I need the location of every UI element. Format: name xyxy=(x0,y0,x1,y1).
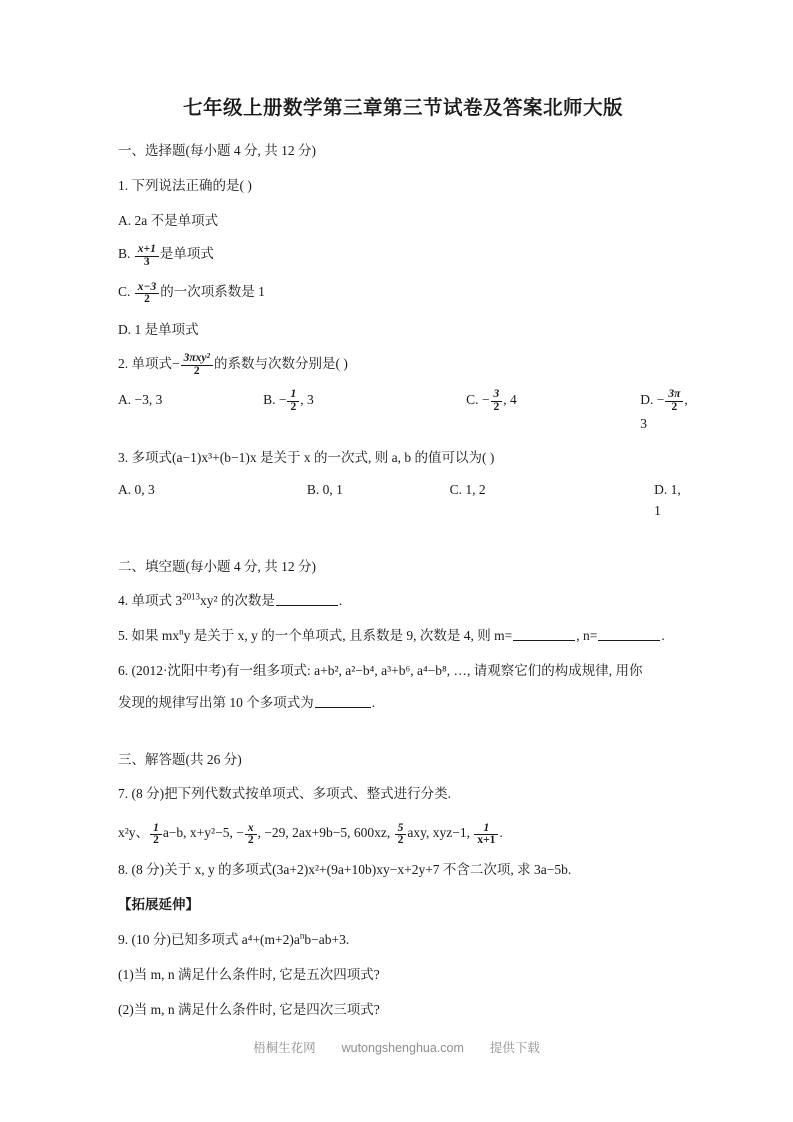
expr-part-3: , −29, 2ax+9b−5, 600xz, xyxy=(257,825,394,841)
fraction-denominator: 2 xyxy=(153,834,159,847)
question-3-option-d: D. 1, 1 xyxy=(654,482,681,519)
expr-part-2: a−b, x+y²−5, − xyxy=(162,825,244,841)
question-3-option-a: A. 0, 3 xyxy=(118,482,155,498)
option-b-suffix: , 3 xyxy=(300,391,314,407)
question-6-line-1: 6. (2012·沈阳中考)有一组多项式: a+b², a²−b⁴, a³+b⁶, a⁴−b⁸, …, 请观察它们的构成规律, 用你 xyxy=(118,663,643,679)
expr-part-4: axy, xyz−1, xyxy=(407,825,474,841)
answer-blank-q4[interactable] xyxy=(276,592,338,606)
option-d-prefix: D. − xyxy=(640,391,665,407)
section-heading-fill-in-blank: 二、填空题(每小题 4 分, 共 12 分) xyxy=(118,558,316,574)
fraction-denominator: 2 xyxy=(193,365,200,378)
exponent-n: n xyxy=(299,930,305,941)
option-b-prefix: B. − xyxy=(263,391,287,407)
fraction-numerator: 1 xyxy=(150,823,162,836)
answer-blank-q6[interactable] xyxy=(315,694,371,708)
fraction-1-over-2 xyxy=(287,389,299,413)
footer-download-label[interactable]: 提供下载 xyxy=(489,1041,540,1055)
question-1-option-a: A. 2a 不是单项式 xyxy=(118,212,219,228)
question-1-option-b xyxy=(118,244,688,269)
question-5-suffix: . xyxy=(661,628,665,644)
fraction-numerator: 3 xyxy=(491,389,503,402)
option-c-suffix: , 4 xyxy=(503,391,517,407)
fraction-denominator: 2 xyxy=(493,400,500,413)
question-2-option-d xyxy=(640,390,688,436)
answer-blank-q5-n[interactable] xyxy=(598,627,660,641)
fraction-1-over-x-plus-1 xyxy=(474,823,498,847)
question-1-option-d: D. 1 是单项式 xyxy=(118,321,199,337)
answer-blank-q5-m[interactable] xyxy=(513,627,575,641)
question-2-stem xyxy=(118,354,688,379)
document-content xyxy=(118,96,688,1034)
question-3-option-c: C. 1, 2 xyxy=(449,482,486,498)
question-6-line-2 xyxy=(118,693,688,714)
fraction-denominator: 2 xyxy=(397,834,404,847)
fraction-x-plus-1-over-3 xyxy=(135,244,159,268)
fraction-denominator: 2 xyxy=(671,400,678,413)
question-3-options xyxy=(118,480,688,522)
fraction-x-minus-3-over-2 xyxy=(135,282,159,306)
fraction-denominator: x+1 xyxy=(477,834,496,847)
option-c-suffix: 的一次项系数是 1 xyxy=(160,284,265,300)
fraction-denominator: 2 xyxy=(144,293,150,306)
question-2-options xyxy=(118,390,688,436)
page-footer-watermark xyxy=(0,1038,793,1056)
option-c-prefix: C. xyxy=(118,284,134,300)
question-9-sub-1: (1)当 m, n 满足什么条件时, 它是五次四项式? xyxy=(118,966,380,982)
question-4-prefix: 4. 单项式 3 xyxy=(118,593,183,609)
fraction-numerator: x−3 xyxy=(135,282,159,295)
section-heading-multiple-choice: 一、选择题(每小题 4 分, 共 12 分) xyxy=(118,143,316,159)
question-4-suffix: . xyxy=(338,593,343,609)
section-spacer xyxy=(118,535,688,557)
fraction-1-over-2 xyxy=(150,823,162,847)
question-9-prefix: 9. (10 分)已知多项式 a⁴+(m+2)a xyxy=(118,931,300,947)
question-2-option-a: A. −3, 3 xyxy=(118,391,163,407)
question-4-stem xyxy=(118,591,688,612)
question-5-prefix: 5. 如果 mx xyxy=(118,628,180,644)
exponent-n: n xyxy=(179,626,184,637)
question-7-stem: 7. (8 分)把下列代数式按单项式、多项式、整式进行分类. xyxy=(118,786,451,802)
exponent-2013: 2013 xyxy=(182,591,200,602)
extension-section-title: 【拓展延伸】 xyxy=(118,896,199,912)
option-b-suffix: 是单项式 xyxy=(159,246,214,262)
expr-part-5: . xyxy=(499,825,503,841)
footer-site-name: 梧桐生花网 xyxy=(253,1041,316,1055)
fraction-numerator: 3πxy² xyxy=(181,353,213,366)
fraction-numerator: 3π xyxy=(665,389,683,402)
fraction-denominator: 2 xyxy=(247,834,254,847)
question-3-option-b: B. 0, 1 xyxy=(306,482,343,498)
question-9-stem xyxy=(118,930,688,951)
question-2-option-b xyxy=(263,390,466,436)
question-6-line2-suffix: . xyxy=(371,695,376,710)
option-d-suffix: , 3 xyxy=(640,391,688,432)
question-2-option-c xyxy=(466,390,640,436)
option-b-prefix: B. xyxy=(118,246,134,262)
question-5-mid2: , n= xyxy=(576,628,598,644)
fraction-numerator: 5 xyxy=(395,823,407,836)
question-1-stem: 1. 下列说法正确的是( ) xyxy=(118,177,252,193)
question-2-stem-prefix: 2. 单项式− xyxy=(118,355,180,371)
fraction-3pixy2-over-2 xyxy=(181,353,213,377)
fraction-3-over-2 xyxy=(491,389,503,413)
fraction-3pi-over-2 xyxy=(665,389,683,413)
question-1-option-c xyxy=(118,282,688,307)
fraction-denominator: 3 xyxy=(143,255,150,268)
fraction-denominator: 2 xyxy=(290,400,297,413)
question-5-mid: y 是关于 x, y 的一个单项式, 且系数是 9, 次数是 4, 则 m= xyxy=(183,628,513,644)
footer-site-url[interactable]: wutongshenghua.com xyxy=(341,1041,464,1055)
question-3-stem: 3. 多项式(a−1)x³+(b−1)x 是关于 x 的一次式, 则 a, b 的值可以为( ) xyxy=(118,450,495,466)
question-4-mid: xy² 的次数是 xyxy=(199,593,275,609)
fraction-x-over-2 xyxy=(245,823,257,847)
question-9-suffix: b−ab+3. xyxy=(304,931,350,947)
fraction-numerator: 1 xyxy=(474,823,498,836)
question-8-stem: 8. (8 分)关于 x, y 的多项式(3a+2)x²+(9a+10b)xy−x+2y+7 不含二次项, 求 3a−5b. xyxy=(118,861,572,877)
fraction-numerator: 1 xyxy=(287,389,299,402)
question-6-line2-prefix: 发现的规律写出第 10 个多项式为 xyxy=(118,695,314,710)
question-7-expression-list xyxy=(118,819,688,848)
option-c-prefix: C. − xyxy=(466,391,490,407)
question-9-sub-2: (2)当 m, n 满足什么条件时, 它是四次三项式? xyxy=(118,1001,380,1017)
fraction-numerator: x xyxy=(245,823,257,836)
section-heading-solution: 三、解答题(共 26 分) xyxy=(118,751,242,767)
fraction-5-over-2 xyxy=(395,823,407,847)
fraction-numerator: x+1 xyxy=(135,244,159,257)
question-5-stem xyxy=(118,626,688,647)
expr-part-1: x²y、 xyxy=(118,825,150,841)
section-spacer xyxy=(118,728,688,750)
page-title: 七年级上册数学第三章第三节试卷及答案北师大版 xyxy=(182,98,623,119)
question-2-stem-suffix: 的系数与次数分别是( ) xyxy=(213,355,348,371)
